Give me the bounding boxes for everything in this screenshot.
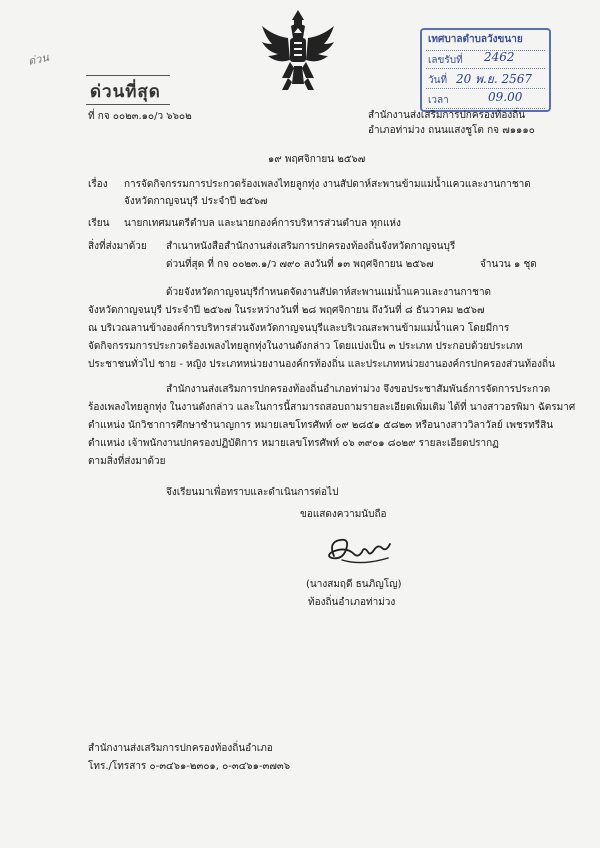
subject-label: เรื่อง xyxy=(88,179,108,190)
stamp-recv-label: เลขรับที่ xyxy=(428,55,463,66)
stamp-date-value: 20 พ.ย. 2567 xyxy=(456,72,533,86)
recipient-label: เรียน xyxy=(88,218,110,229)
recipient-text: นายกเทศมนตรีตำบล และนายกองค์การบริหารส่วนตำบล ทุกแห่ง xyxy=(124,218,401,229)
subject-line-1: การจัดกิจกรรมการประกวดร้องเพลงไทยลูกทุ่ง งานสัปดาห์สะพานข้ามแม่น้ำแควและงานกาชาด xyxy=(124,179,531,190)
footer-phone: โทร./โทรสาร ๐-๓๔๖๑-๒๓๐๑, ๐-๓๔๖๑-๓๗๓๖ xyxy=(88,761,291,772)
subject-line-2: จังหวัดกาญจนบุรี ประจำปี ๒๕๖๗ xyxy=(124,196,268,207)
attachment-label: สิ่งที่ส่งมาด้วย xyxy=(88,241,147,252)
signer-title: ท้องถิ่นอำเภอท่าม่วง xyxy=(308,597,396,608)
para1-line: ประชาชนทั่วไป ชาย - หญิง ประเภทหน่วยงานองค์กรท้องถิ่น และประเภทหน่วยงานองค์กรปกครองส่วนท้องถิ่น xyxy=(88,359,555,370)
sender-line-2: อำเภอท่าม่วง ถนนแสงชูโต กจ ๗๑๑๑๐ xyxy=(368,125,535,136)
stamp-org: เทศบาลตำบลวังขนาย xyxy=(428,34,523,45)
footer-office: สำนักงานส่งเสริมการปกครองท้องถิ่นอำเภอ xyxy=(88,743,273,754)
signer-name: (นางสมฤดี ธนภิญโญ) xyxy=(306,579,402,590)
attachment-count: จำนวน ๑ ชุด xyxy=(480,259,537,270)
para1-line: ด้วยจังหวัดกาญจนบุรีกำหนดจัดงานสัปดาห์สะพานแม่น้ำแควและงานกาชาด xyxy=(166,287,492,298)
garuda-emblem xyxy=(258,6,338,98)
para2-line: สำนักงานส่งเสริมการปกครองท้องถิ่นอำเภอท่าม่วง จึงขอประชาสัมพันธ์การจัดการประกวด xyxy=(166,384,551,395)
attachment-line-2: ด่วนที่สุด ที่ กจ ๐๐๒๓.๑/ว ๗๙๐ ลงวันที่ ๑๓ พฤศจิกายน ๒๕๖๗ xyxy=(166,259,434,270)
stamp-date-label: วันที่ xyxy=(428,75,448,86)
closing-text: จึงเรียนมาเพื่อทราบและดำเนินการต่อไป xyxy=(166,487,339,498)
attachment-line-1: สำเนาหนังสือสำนักงานส่งเสริมการปกครองท้องถิ่นจังหวัดกาญจนบุรี xyxy=(166,241,456,252)
receiving-stamp xyxy=(420,28,551,112)
para1-line: จังหวัดกาญจนบุรี ประจำปี ๒๕๖๗ ในระหว่างวันที่ ๒๘ พฤศจิกายน ถึงวันที่ ๘ ธันวาคม ๒๕๖๗ xyxy=(88,305,485,316)
para2-line: ตำแหน่ง เจ้าพนักงานปกครองปฏิบัติการ หมายเลขโทรศัพท์ ๐๖ ๓๙๐๑ ๘๐๒๙ รายละเอียดปรากฏ xyxy=(88,438,499,449)
stamp-time-label: เวลา xyxy=(428,95,449,106)
stamp-recv-no: 2462 xyxy=(484,50,515,64)
handwritten-signature xyxy=(322,530,402,574)
para1-line: จัดกิจกรรมการประกวดร้องเพลงไทยลูกทุ่งในงานดังกล่าว โดยแบ่งเป็น ๓ ประเภท ประกอบด้วยประเภท xyxy=(88,341,523,352)
urgency-label: ด่วนที่สุด xyxy=(90,82,161,102)
para2-line: ตำแหน่ง นักวิชาการศึกษาชำนาญการ หมายเลขโทรศัพท์ ๐๙ ๒๘๕๑ ๕๘๒๓ หรือนางสาววิลาวัลย์ เพชรทรีสิน xyxy=(88,420,554,431)
para1-line: ณ บริเวณลานข้างองค์การบริหารส่วนจังหวัดกาญจนบุรีและบริเวณสะพานข้ามแม่น้ำแคว โดยมีการ xyxy=(88,323,510,334)
para2-line: ตามสิ่งที่ส่งมาด้วย xyxy=(88,456,166,467)
para2-line: ร้องเพลงไทยลูกทุ่ง ในงานดังกล่าว และในการนี้สามารถสอบถามรายละเอียดเพิ่มเติม ได้ที่ นางสาวอรพิมา ฉัตรมาศ xyxy=(88,402,576,413)
margin-handwritten-note: ด่วน xyxy=(26,50,51,69)
sender-line-1: สำนักงานส่งเสริมการปกครองท้องถิ่น xyxy=(368,110,526,121)
document-number: ที่ กจ ๐๐๒๓.๑๐/ว ๖๖๐๒ xyxy=(88,111,192,122)
document-date: ๑๙ พฤศจิกายน ๒๕๖๗ xyxy=(268,154,366,165)
regards-text: ขอแสดงความนับถือ xyxy=(300,509,387,520)
stamp-time-value: 09.00 xyxy=(488,90,523,104)
